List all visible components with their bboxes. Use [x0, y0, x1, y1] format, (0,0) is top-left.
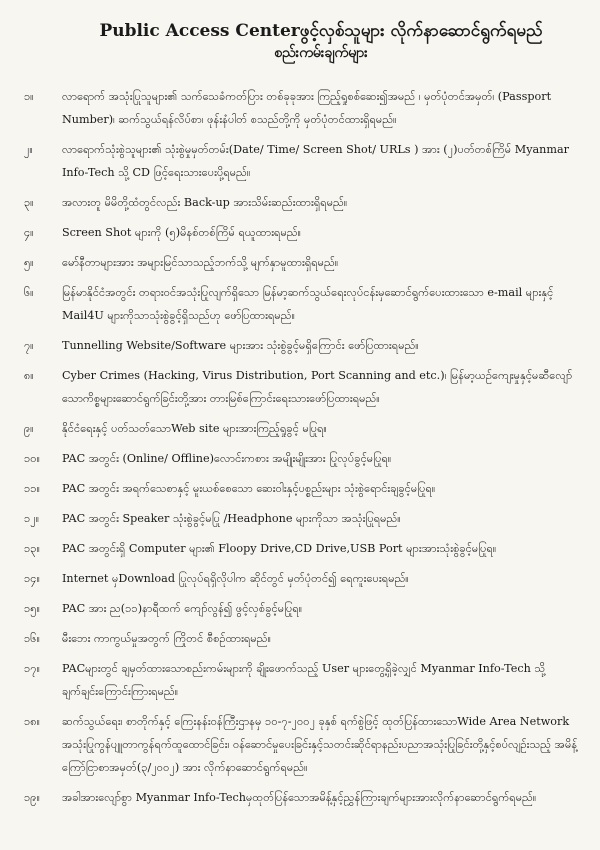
- rule-number: ၁၆။: [24, 632, 40, 645]
- rule-text: Tunnelling Website/Software များအား သုံးစွဲခွင့်မရှိကြောင်း ဖော်ပြထားရမည်။: [62, 339, 419, 352]
- rule-item: [24, 657, 578, 703]
- rule-number: ၉။: [24, 422, 34, 435]
- rule-number: ၇။: [24, 339, 34, 352]
- rule-text: Screen Shot များကို (၅)မိနစ်တစ်ကြိမ် ရယူထားရမည်။: [62, 226, 302, 239]
- rule-number: ၁၂။: [24, 512, 40, 525]
- rule-text: PAC အား ည(၁၁)နာရီထက် ကျော်လွန်၍ ဖွင့်လှစ်ခွင့်မပြုရ။: [62, 602, 303, 615]
- rule-text: PAC အတွင်း အရက်သေစာနှင့် မူးယစ်စေသော ဆေးဝါးနှင့်ပစ္စည်းများ သုံးစွဲရောင်းချခွင့်မပြုရ။: [62, 482, 436, 495]
- rule-text: နိုင်ငံရေးနှင့် ပတ်သတ်သောWeb site များအားကြည့်ရှုခွင့် မပြုရ။: [62, 422, 327, 435]
- rule-text: PAC အတွင်း (Online/ Offline)လောင်းကစား အမျိုးမျိုးအား ပြုလုပ်ခွင့်မပြုရ။: [62, 452, 392, 465]
- rule-text: PACများတွင် ချမှတ်ထားသောစည်းကမ်းများကို ချိုးဖောက်သည့် User များတွေ့ရှိခဲ့လျှင် Myanmar Info-Tech သို့ချက်ချင်းကြောင်းကြားရမည်။: [62, 662, 546, 698]
- rule-text: လာရောက်သုံးစွဲသူများ၏ သုံးစွဲမှုမှတ်တမ်း(Date/ Time/ Screen Shot/ URLs ) အား (၂)ပတ်တစ်ကြိမ် Myanmar Info-Tech သို့ CD ဖြင့်ရေးသားပေးပို့ရမည်။: [62, 143, 570, 179]
- rule-number: ၁။: [24, 90, 34, 103]
- rule-item: [24, 281, 578, 327]
- rule-text: လာရောက် အသုံးပြုသူများ၏ သက်သေခံကတ်ပြား တစ်ခုခုအား ကြည့်ရှုစစ်ဆေး၍အမည် ၊ မှတ်ပုံတင်အမှတ်၊ (Passport Number)၊ ဆက်သွယ်ရန်လိပ်စာ၊ ဖုန်းနံပါတ် စသည်တို့ကို မှတ်ပုံတင်ထားရှိရမည်။: [62, 90, 552, 126]
- rule-item: [24, 251, 578, 274]
- document-subtitle: စည်းကမ်းချက်များ: [274, 45, 368, 61]
- rule-number: ၁၉။: [24, 791, 40, 804]
- rule-number: ၁၀။: [24, 452, 40, 465]
- rule-item: [24, 417, 578, 440]
- rule-number: ၂။: [24, 143, 33, 156]
- rule-number: ၁၇။: [24, 662, 40, 675]
- rule-text: အလားတူ မိမိတို့ထံတွင်လည်း Back-up အားသိမ်းဆည်းထားရှိရမည်။: [62, 196, 348, 209]
- rule-item: [24, 221, 578, 244]
- rule-number: ၅။: [24, 256, 34, 269]
- rule-text: PAC အတွင်း Speaker သုံးစွဲခွင့်မပြု /Headphone များကိုသာ အသုံးပြုရမည်။: [62, 512, 401, 525]
- rule-text: အခါအားလျော်စွာ Myanmar Info-Techမှထုတ်ပြန်သောအမိန့်နှင့်ညွှန်ကြားချက်များအားလိုက်နာဆောင်ရွက်ရမည်။: [62, 791, 537, 804]
- rule-item: [24, 364, 578, 410]
- rule-text: PAC အတွင်းရှိ Computer များ၏ Floopy Drive,CD Drive,USB Port များအားသုံးစွဲခွင့်မပြုရ။: [62, 542, 497, 555]
- rule-item: [24, 627, 578, 650]
- rule-item: [24, 710, 578, 779]
- document-title: Public Access Centerဖွင့်လှစ်သူများ လိုက်နာဆောင်ရွက်ရမည်: [99, 21, 543, 41]
- rule-text: မြန်မာနိုင်ငံအတွင်း တရားဝင်အသုံးပြုလျက်ရှိသော မြန်မာ့ဆက်သွယ်ရေးလုပ်ငန်းမှဆောင်ရွက်ပေးထားသော e-mail များနှင့် Mail4U များကိုသာသုံးစွဲခွင့်ရှိသည်ဟု ဖော်ပြထားရမည်။: [62, 286, 554, 322]
- rule-text: Internet မှDownload ပြုလုပ်ရရှိလိုပါက ဆိုင်တွင် မှတ်ပုံတင်၍ ရေကူးပေးရမည်။: [62, 572, 409, 585]
- rule-item: [24, 507, 578, 530]
- rule-number: ၈။: [24, 369, 34, 382]
- rule-item: [24, 786, 578, 809]
- rule-number: ၄။: [24, 226, 34, 239]
- rule-number: ၃။: [24, 196, 34, 209]
- rule-item: [24, 447, 578, 470]
- rule-number: ၁၃။: [24, 542, 40, 555]
- rule-text: မီးဘေး ကာကွယ်မှုအတွက် ကြိုတင် စီစဉ်ထားရမည်။: [62, 632, 271, 645]
- rule-text: Cyber Crimes (Hacking, Virus Distribution, Port Scanning and etc.)၊ မြန်မာ့ယဉ်ကျေးမှုနှင့်မဆီလျော်သောကိစ္စများဆောင်ရွက်ခြင်းတို့အား တားမြစ်ကြောင်းရေးသားဖော်ပြထားရမည်။: [62, 369, 573, 405]
- rule-number: ၁၈။: [24, 715, 41, 728]
- rule-item: [24, 138, 578, 184]
- rules-list: [24, 85, 578, 809]
- rule-item: [24, 537, 578, 560]
- rule-item: [24, 597, 578, 620]
- rule-item: [24, 477, 578, 500]
- rule-text: မော်နီတာများအား အများမြင်သာသည့်ဘက်သို့ မျက်နှာမူထားရှိရမည်။: [62, 256, 339, 269]
- rule-item: [24, 85, 578, 131]
- rule-number: ၁၄။: [24, 572, 40, 585]
- rule-item: [24, 567, 578, 590]
- rule-item: [24, 334, 578, 357]
- rule-number: ၆။: [24, 286, 34, 299]
- rule-number: ၁၁။: [24, 482, 40, 495]
- rule-item: [24, 191, 578, 214]
- rule-number: ၁၅။: [24, 602, 40, 615]
- rule-text: ဆက်သွယ်ရေး၊ စာတိုက်နှင့် ကြေးနန်းဝန်ကြီးဌာနမှ ၁၀-၇-၂၀၀၂ ခုနှစ် ရက်စွဲဖြင့် ထုတ်ပြန်ထားသောWide Area Network အသုံးပြုကွန်ပျူတာကွန်ရက်ထူထောင်ခြင်း၊ ဝန်ဆောင်မှုပေးခြင်းနှင့်သတင်းဆိုင်ရာနည်းပညာအသုံးပြုခြင်းတို့နှင့်စပ်လျဉ်းသည့် အမိန့်ကြော်ငြာစာအမှတ်(၃/၂၀၀၂) အား လိုက်နာဆောင်ရွက်ရမည်။: [62, 715, 578, 774]
